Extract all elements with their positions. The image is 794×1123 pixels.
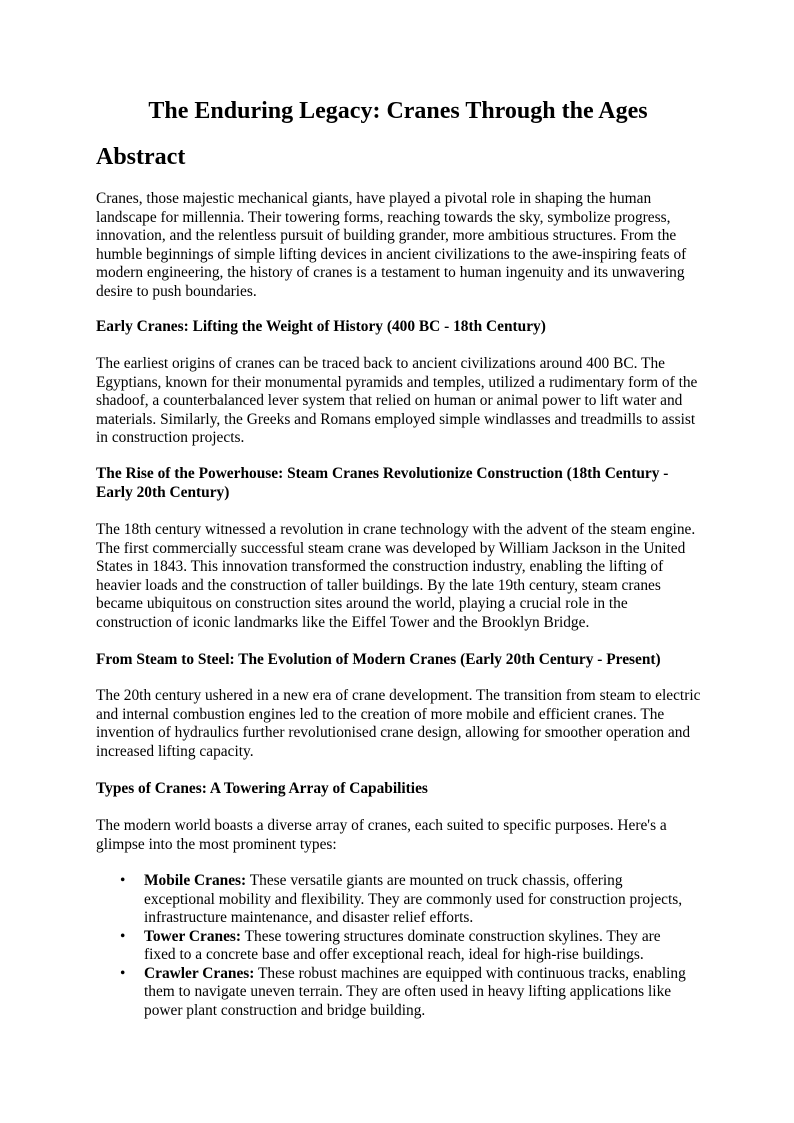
bullet-icon: • [120,964,126,982]
list-item-crawler-cranes [96,965,692,1021]
crane-type-description: These towering structures dominate construction skylines. They are fixed to a concrete base and offer exceptional reach, ideal for high-rise buildings. [144,927,661,963]
list-item-mobile-cranes [96,872,692,928]
section-body-crane-types: The modern world boasts a diverse array of cranes, each suited to specific purposes. Here's a glimpse into the most prominent types: [96,817,667,853]
list-item-tower-cranes [96,928,692,965]
crane-type-term: Tower Cranes: [144,927,242,945]
section-heading-crane-types: Types of Cranes: A Towering Array of Capabilities [96,780,428,797]
section-body-early-cranes: The earliest origins of cranes can be traced back to ancient civilizations around 400 BC. The Egyptians, known for their monumental pyramids and temples, utilized a rudimentary form of the shadoof, a counterbalanced lever system that relied on human or animal power to lift water and materials. Similarly, the Greeks and Romans employed simple windlasses and treadmills to assist in construction projects. [96,355,698,446]
section-heading-steam-cranes: The Rise of the Powerhouse: Steam Cranes Revolutionize Construction (18th Century - Early 20th Century) [96,465,669,501]
crane-type-term: Mobile Cranes: [144,872,247,889]
crane-type-term: Crawler Cranes: [144,964,255,982]
bullet-icon: • [120,927,126,945]
crane-types-list [96,872,706,1020]
section-heading-early-cranes: Early Cranes: Lifting the Weight of History (400 BC - 18th Century) [96,318,546,335]
crane-type-description: These versatile giants are mounted on truck chassis, offering exceptional mobility and flexibility. They are commonly used for construction projects, infrastructure maintenance, and disaster relief efforts. [144,872,683,926]
section-body-modern-cranes: The 20th century ushered in a new era of crane development. The transition from steam to electric and internal combustion engines led to the creation of more mobile and efficient cranes. The invention of hydraulics further revolutionised crane design, allowing for smoother operation and increased lifting capacity. [96,687,701,760]
abstract-heading: Abstract [96,144,186,170]
intro-paragraph: Cranes, those majestic mechanical giants, have played a pivotal role in shaping the human landscape for millennia. Their towering forms, reaching towards the sky, symbolize progress, innovation, and the relentless pursuit of building grander, more ambitious structures. From the humble beginnings of simple lifting devices in ancient civilizations to the awe-inspiring feats of modern engineering, the history of cranes is a testament to human ingenuity and its unwavering desire to push boundaries. [96,190,687,300]
document-title: The Enduring Legacy: Cranes Through the Ages [148,98,648,124]
section-heading-modern-cranes: From Steam to Steel: The Evolution of Modern Cranes (Early 20th Century - Present) [96,651,661,668]
crane-type-description: These robust machines are equipped with continuous tracks, enabling them to navigate uneven terrain. They are often used in heavy lifting applications like power plant construction and bridge building. [144,964,686,1019]
bullet-icon: • [120,872,126,889]
section-body-steam-cranes: The 18th century witnessed a revolution in crane technology with the advent of the steam engine. The first commercially successful steam crane was developed by William Jackson in the United States in 1843. This innovation transformed the construction industry, enabling the lifting of heavier loads and the construction of taller buildings. By the late 19th century, steam cranes became ubiquitous on construction sites around the world, playing a crucial role in the construction of iconic landmarks like the Eiffel Tower and the Brooklyn Bridge. [96,521,696,631]
